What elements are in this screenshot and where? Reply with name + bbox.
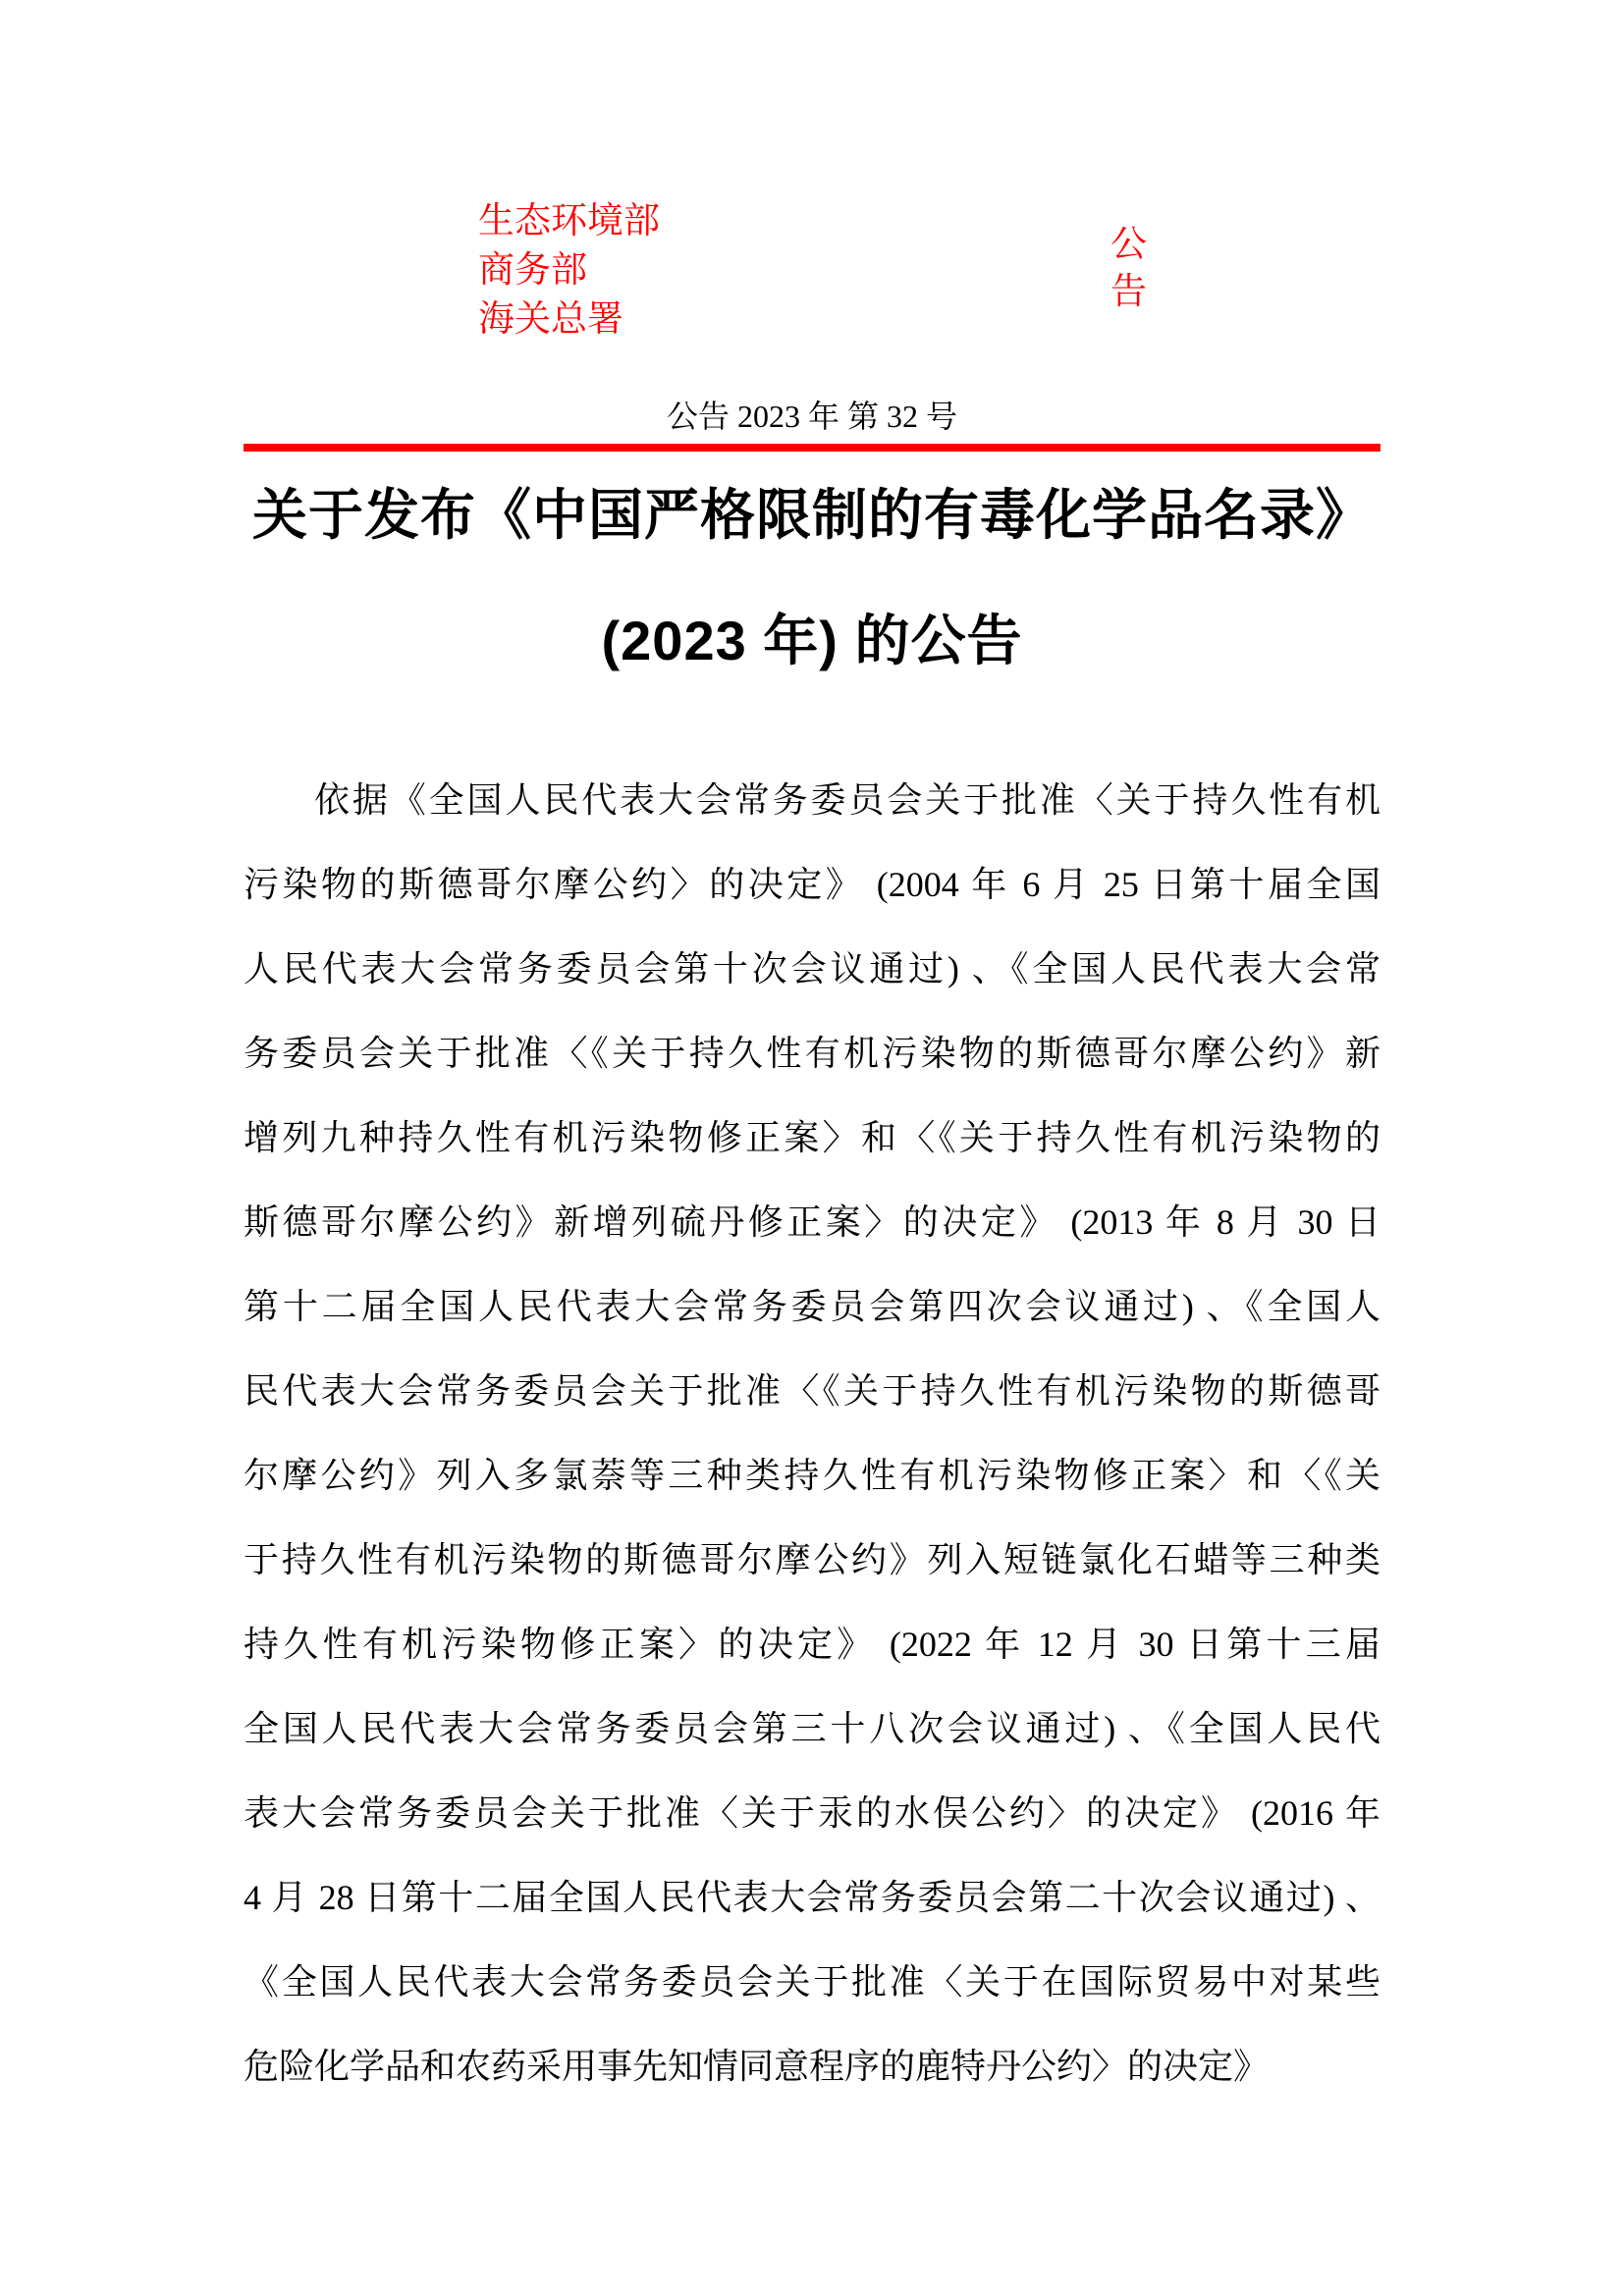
agency-customs: 海关总署 — [478, 299, 623, 340]
body-line: 持久性有机污染物修正案〉的决定》 (2022 年 12 月 30 日第十三届 — [244, 1625, 1380, 1664]
body-line: 第十二届全国人民代表大会常务委员会第四次会议通过) 、《全国人 — [244, 1287, 1380, 1326]
body-paragraph — [244, 758, 1380, 2109]
document-title-line1: 关于发布《中国严格限制的有毒化学品名录》 — [252, 484, 1372, 546]
vertical-notice-label: 公告 — [1110, 225, 1147, 312]
body-line: 《全国人民代表大会常务委员会关于批准〈关于在国际贸易中对某些 — [244, 1962, 1380, 2002]
body-line: 斯德哥尔摩公约》新增列硫丹修正案〉的决定》 (2013 年 8 月 30 日 — [244, 1202, 1380, 1242]
agency-ecology-environment: 生态环境部 — [478, 201, 660, 241]
red-divider-rule — [244, 444, 1380, 452]
doc-number: 公告 2023 年 第 32 号 — [666, 399, 957, 434]
agency-commerce: 商务部 — [478, 250, 587, 291]
body-line: 依据《全国人民代表大会常务委员会关于批准〈关于持久性有机 — [314, 780, 1380, 820]
body-line: 增列九种持久性有机污染物修正案〉和〈《关于持久性有机污染物的 — [244, 1118, 1380, 1157]
body-line: 人民代表大会常务委员会第十次会议通过) 、《全国人民代表大会常 — [244, 949, 1380, 988]
body-line: 全国人民代表大会常务委员会第三十八次会议通过) 、《全国人民代 — [244, 1709, 1380, 1748]
body-line: 于持久性有机污染物的斯德哥尔摩公约》列入短链氯化石蜡等三种类 — [244, 1540, 1380, 1579]
body-line: 务委员会关于批准〈《关于持久性有机污染物的斯德哥尔摩公约》新 — [244, 1034, 1380, 1073]
body-line: 民代表大会常务委员会关于批准〈《关于持久性有机污染物的斯德哥 — [244, 1371, 1380, 1411]
body-line: 污染物的斯德哥尔摩公约〉的决定》 (2004 年 6 月 25 日第十届全国 — [244, 865, 1380, 904]
body-line: 尔摩公约》列入多氯萘等三种类持久性有机污染物修正案〉和〈《关 — [244, 1456, 1380, 1495]
issuing-agency-list — [478, 197, 660, 345]
document-title-line2: (2023 年) 的公告 — [601, 610, 1023, 671]
body-line: 危险化学品和农药采用事先知情同意程序的鹿特丹公约〉的决定》 — [244, 2047, 1270, 2086]
body-line: 表大会常务委员会关于批准〈关于汞的水俣公约〉的决定》 (2016 年 — [244, 1793, 1380, 1833]
body-line: 4 月 28 日第十二届全国人民代表大会常务委员会第二十次会议通过) 、 — [244, 1878, 1380, 1917]
